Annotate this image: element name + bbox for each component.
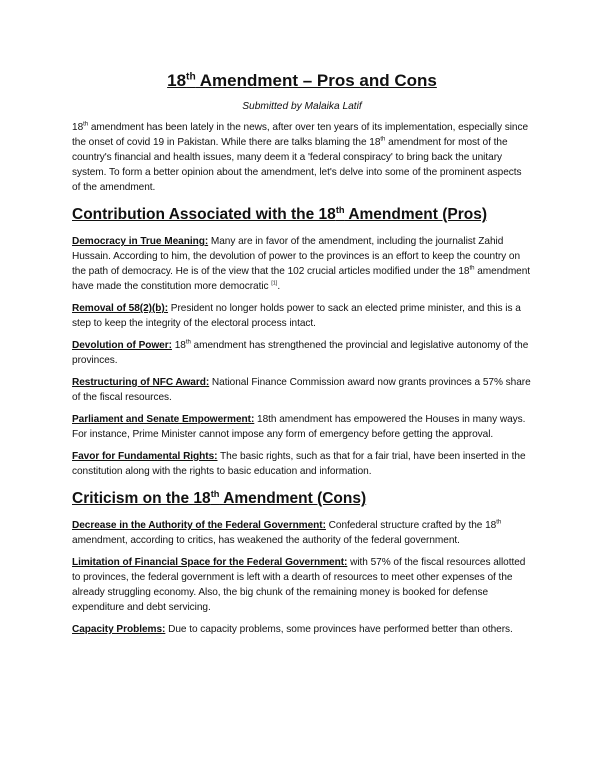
document-page xyxy=(72,70,532,644)
pros-item-label: Devolution of Power: xyxy=(72,340,172,351)
pros-item-label: Parliament and Senate Empowerment: xyxy=(72,414,255,425)
pros-item-label: Democracy in True Meaning: xyxy=(72,236,209,247)
cons-item-authority: Decrease in the Authority of the Federal Government: Confederal structure crafted by the 18th amendment, according to critics, has weakened the authority of the federal government. xyxy=(72,519,502,546)
pros-heading: Contribution Associated with the 18th Amendment (Pros) xyxy=(72,204,487,223)
pros-item-label: Restructuring of NFC Award: xyxy=(72,377,210,388)
pros-item-label: Favor for Fundamental Rights: xyxy=(72,451,218,462)
pros-item-democracy: Democracy in True Meaning: Many are in favor of the amendment, including the journalist Zahid Hussain. According to him, the devolution of power to the provinces is an effort to keep the country on the path of democracy. He is of the view that the 102 crucial articles modified under the 18th amendment have made the constitution more democratic [1]. xyxy=(72,236,531,292)
cons-item-financial: Limitation of Financial Space for the Federal Government: with 57% of the fiscal resources allotted to provinces, the federal government is left with a dearth of resources to meet other expenses of the already struggling economy. Also, the big chunk of the remaining money is booked for defense expenditure and debt servicing. xyxy=(72,557,526,613)
page-title: 18th Amendment – Pros and Cons xyxy=(167,71,437,90)
pros-item-parliament: Parliament and Senate Empowerment: 18th amendment has empowered the Houses in many ways. For instance, Prime Minister cannot impose any form of emergency before getting the approval. xyxy=(72,414,526,440)
pros-item-label: Removal of 58(2)(b): xyxy=(72,303,169,314)
pros-item-devolution: Devolution of Power: 18th amendment has strengthened the provincial and legislative autonomy of the provinces. xyxy=(72,339,529,366)
pros-item-rights: Favor for Fundamental Rights: The basic rights, such as that for a fair trial, have been inserted in the constitution along with the rights to basic education and information. xyxy=(72,451,526,477)
cons-heading: Criticism on the 18th Amendment (Cons) xyxy=(72,488,367,507)
cons-item-capacity: Capacity Problems: Due to capacity problems, some provinces have performed better than others. xyxy=(72,624,513,635)
cons-item-label: Limitation of Financial Space for the Federal Government: xyxy=(72,557,348,568)
pros-item-nfc: Restructuring of NFC Award: National Finance Commission award now grants provinces a 57% share of the fiscal resources. xyxy=(72,377,531,403)
citation-marker: [1] xyxy=(271,280,278,287)
intro-paragraph: 18th amendment has been lately in the news, after over ten years of its implementation, especially since the onset of covid 19 in Pakistan. While there are talks blaming the 18th amendment for most of the country's financial and health issues, many deem it a 'federal conspiracy' to bring back the unitary system. To form a better opinion about the amendment, let's delve into some of the prominent aspects of the amendment. xyxy=(72,121,529,193)
cons-item-label: Capacity Problems: xyxy=(72,624,166,635)
pros-item-removal: Removal of 58(2)(b): President no longer holds power to sack an elected prime minister, and this is a step to keep the integrity of the electoral process intact. xyxy=(72,303,521,329)
cons-item-label: Decrease in the Authority of the Federal Government: xyxy=(72,520,326,531)
byline: Submitted by Malaika Latif xyxy=(242,101,362,112)
